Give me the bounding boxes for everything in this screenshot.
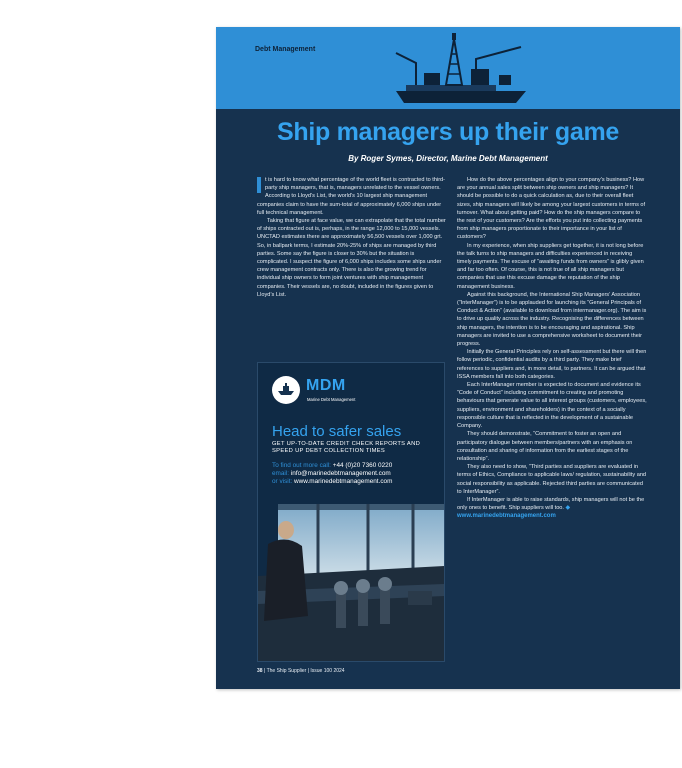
- magazine-page: [216, 27, 680, 689]
- article-url-link[interactable]: www.marinedebtmanagement.com: [457, 513, 556, 520]
- ad-brand: MDM: [306, 377, 346, 394]
- article-byline: By Roger Symes, Director, Marine Debt Management: [348, 154, 548, 163]
- issue-label: Issue 100 2024: [310, 668, 345, 674]
- ad-email-line: email: info@marinedebtmanagement.com: [272, 470, 391, 477]
- ad-website-link[interactable]: www.marinedebtmanagement.com: [294, 478, 393, 485]
- ad-visit-line: or visit: www.marinedebtmanagement.com: [272, 478, 393, 485]
- page-number: 38: [257, 668, 263, 674]
- ad-brand-sub: Marine Debt Management: [307, 397, 356, 402]
- paragraph: How do the above percentages align to your company’s business? How are your annual sales split between ship owners and ship managers? It should be possible to do a quick calculation as, due to their overall fleet sizes, ship managers will likely be among your largest customers in terms of turnover. What about getting paid? How do the ship managers compare to the rest of your customers? Are the efforts you put into collecting payments from ship managers proportionate to their importance in your list of customers?: [457, 177, 646, 241]
- mdm-advertisement[interactable]: [257, 362, 445, 662]
- page-footer: 38 | The Ship Supplier | Issue 100 2024: [257, 668, 345, 674]
- ad-email-link[interactable]: info@marinedebtmanagement.com: [290, 470, 391, 477]
- drop-cap-bar: [257, 177, 261, 193]
- paragraph: In my experience, when ship suppliers get together, it is not long before the talk turns to ship managers and difficulties experienced in receiving timely payments. The excuse of “awaiting funds from owners” is glibly given and far too often. Of course, this is not true of all ship managers but companies that use this excuse damage the reputation of the ship management business.: [457, 242, 644, 290]
- left-column: [257, 176, 447, 299]
- paragraph: t is hard to know what percentage of the world fleet is contracted to third-party ship managers, that is, managers unrelated to the vessel owners. According to Lloyd’s List, the world’s 10 largest ship management companies claim to have the sum-total of approximately 6,000 ships under full technical management.: [257, 177, 446, 216]
- section-label: Debt Management: [255, 46, 316, 53]
- paragraph: They should demonstrate, “Commitment to foster an open and participatory dialogue between members/partners with an emphasis on consultation and sharing of information from the earliest stages of the relationship”.: [457, 431, 633, 462]
- ad-tagline: GET UP-TO-DATE CREDIT CHECK REPORTS AND SPEED UP DEBT COLLECTION TIMES: [272, 441, 421, 454]
- header-banner: [216, 27, 680, 109]
- right-column: [457, 176, 647, 521]
- paragraph: Taking that figure at face value, we can extrapolate that the total number of ships contracted out is, perhaps, in the range 12,000 to 15,000 vessels. UNCTAD estimates there are approximately 56,500 vessels over 1,000 grt. So, in ballpark terms, I estimate 20%-25% of ships are managed by third parties. Some say the figure is closer to 30% but the situation is complicated. I suspect the figure of 6,000 ships includes some ships under crew management contracts only. There is also the growing trend for individual ship owners to form joint ventures with ship management companies. Their vessels are, no doubt, included in the figures given to Lloyd’s List.: [257, 218, 446, 298]
- ship-logo-icon: [277, 382, 295, 396]
- paragraph: They also need to show, “Third parties and suppliers are evaluated in terms of Ethics, Compliance to applicable laws/ regulation, sustainability and social responsibility as applicable. Rejected third parties are communicated to InterManager”.: [457, 464, 647, 495]
- ad-headline: Head to safer sales: [272, 423, 402, 440]
- end-mark-icon: ◆: [565, 505, 571, 512]
- mdm-logo: [272, 376, 300, 404]
- ad-call-line: To find out more call: +44 (0)20 7360 0220: [272, 462, 393, 469]
- ship-illustration: [376, 29, 546, 109]
- paragraph: If InterManager is able to raise standards, ship managers will not be the only ones to benefit. Ship suppliers will too. ◆: [457, 496, 645, 512]
- article-title: Ship managers up their game: [277, 118, 619, 146]
- paragraph: Initially the General Principles rely on self-assessment but there will then follow periodic, confidential audits by a third party. They make brief references to suppliers and, in more detail, to partners. It can be argued that ISSA members fall into both categories.: [457, 349, 647, 380]
- ship-bridge-photo: [258, 496, 444, 661]
- paragraph: Each InterManager member is expected to document and evidence its “Code of Conduct” including commitment to creating and promoting behaviours that generate value to all interest groups (customers, employees, suppliers, environment and shareholders) in the context of a socially responsible culture that is reflected in the development of a sustainable Company.: [457, 382, 647, 430]
- ad-phone[interactable]: +44 (0)20 7360 0220: [332, 462, 393, 469]
- publication-name: The Ship Supplier: [266, 668, 307, 674]
- paragraph: Against this background, the International Ship Managers’ Association (“InterManager”) is to be applauded for launching its “General Principals of Conduct & Action” (available to download from intermanager.org). The aim is to drive up quality across the industry. Recognising the differences between ship managers, the intention is to be encouraging and aspirational. Ship managers are invited to use a comprehensive worksheet to document their progress.: [457, 291, 647, 348]
- ad-contact: [272, 462, 444, 486]
